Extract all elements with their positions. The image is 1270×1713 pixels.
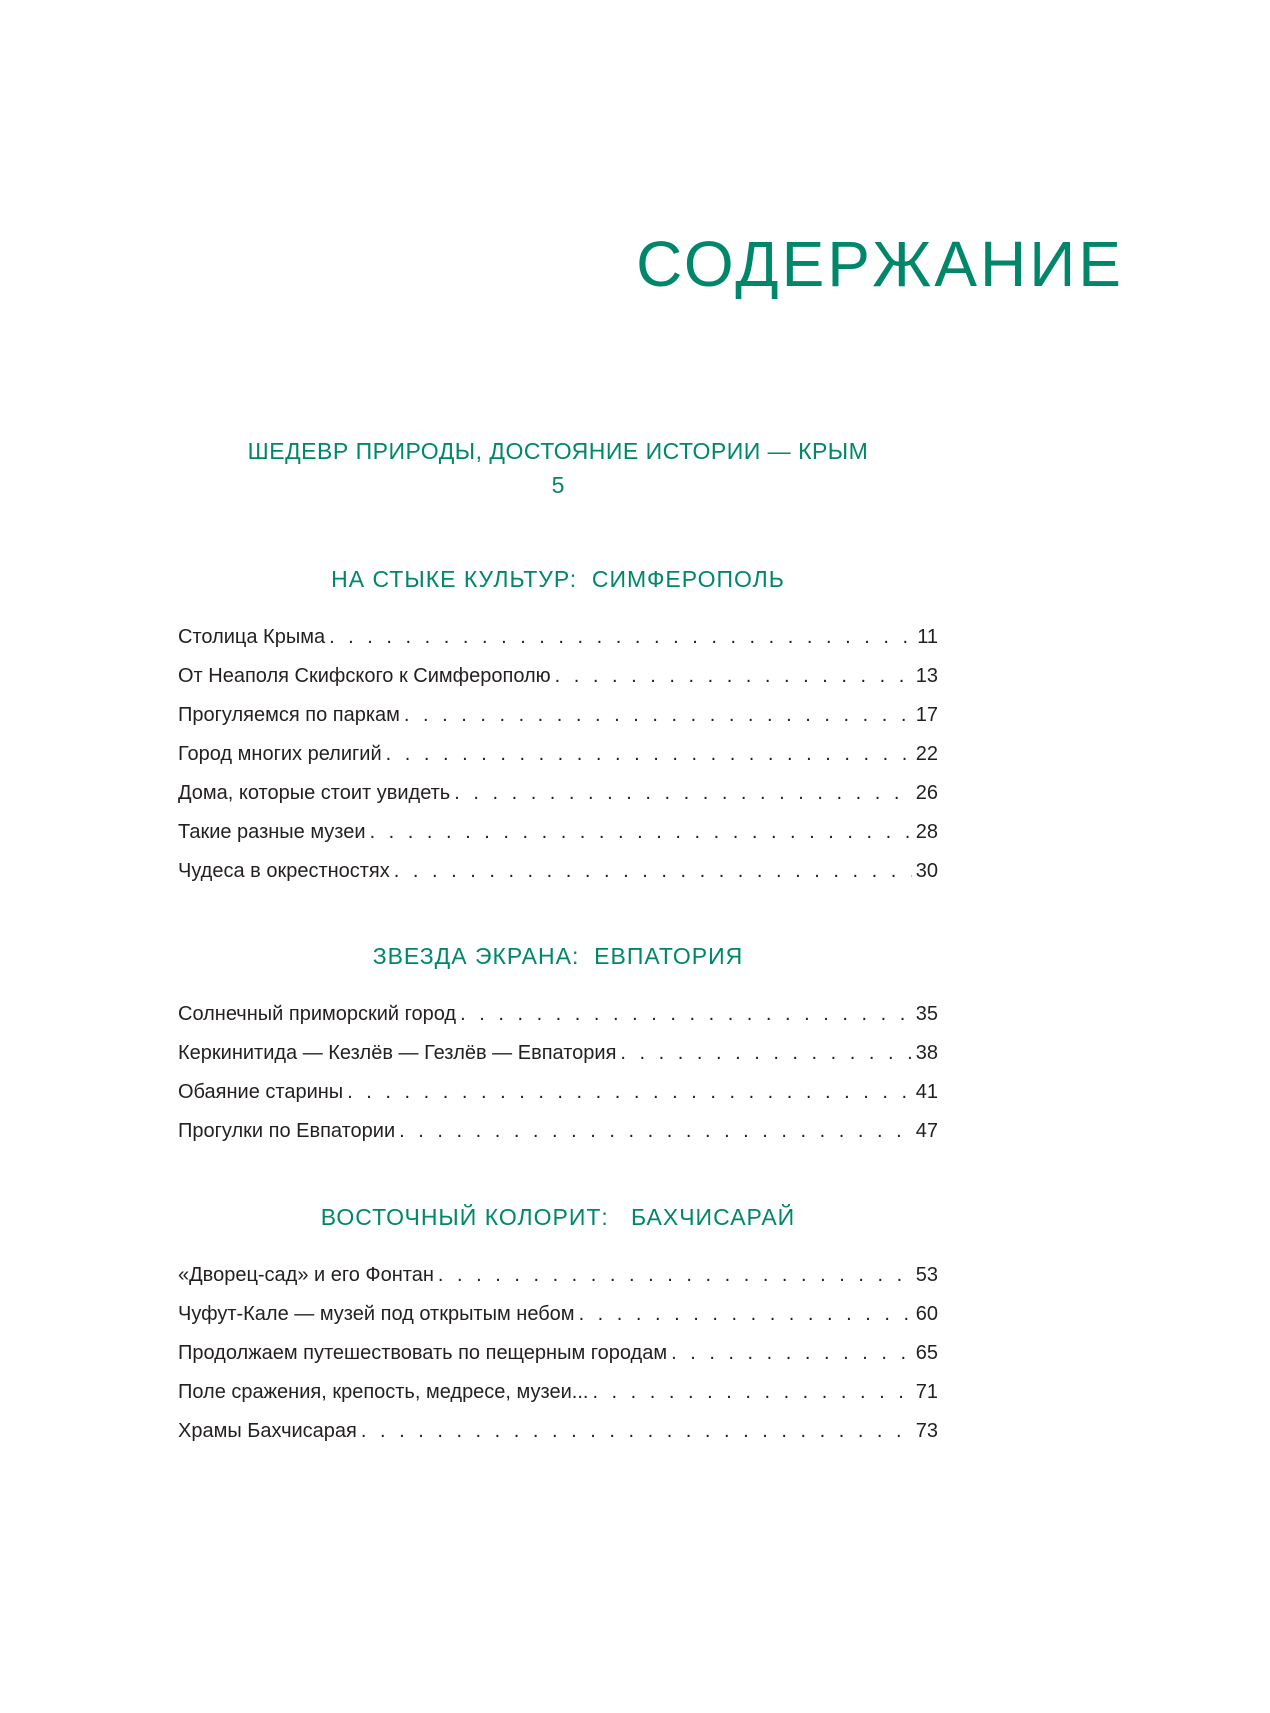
dot-leader	[399, 1112, 912, 1151]
toc-entry[interactable]	[178, 995, 938, 1034]
entry-title: Такие разные музеи	[178, 821, 366, 843]
entry-list	[178, 1256, 938, 1451]
section-title: НА СТЫКЕ КУЛЬТУР: СИМФЕРОПОЛЬ	[331, 566, 785, 592]
dot-leader	[460, 995, 912, 1034]
entry-page-number: 11	[917, 626, 938, 648]
dot-leader	[620, 1034, 911, 1073]
entry-title: Прогулки по Евпатории	[178, 1120, 396, 1142]
entry-page-number: 38	[915, 1042, 938, 1064]
toc-entry[interactable]	[178, 1373, 938, 1412]
dot-leader	[329, 618, 913, 657]
dot-leader	[555, 657, 912, 696]
intro-block	[178, 436, 938, 500]
entry-page-number: 71	[915, 1381, 938, 1403]
dot-leader	[579, 1295, 912, 1334]
toc-entry[interactable]	[178, 735, 938, 774]
entry-list	[178, 618, 938, 891]
entry-list	[178, 995, 938, 1151]
entry-page-number: 47	[915, 1120, 938, 1142]
entry-title: Прогуляемся по паркам	[178, 704, 400, 726]
entry-title: Храмы Бахчисарая	[178, 1420, 357, 1442]
toc-entry[interactable]	[178, 1412, 938, 1451]
entry-title: Поле сражения, крепость, медресе, музеи...	[178, 1381, 589, 1403]
toc-entry[interactable]	[178, 1334, 938, 1373]
entry-page-number: 26	[915, 782, 938, 804]
section-bakhchisaray	[178, 1202, 938, 1451]
entry-title: «Дворец-сад» и его Фонтан	[178, 1264, 434, 1286]
dot-leader	[361, 1412, 912, 1451]
entry-page-number: 22	[915, 743, 938, 765]
intro-page-number: 5	[551, 472, 565, 498]
entry-title: Солнечный приморский город	[178, 1003, 457, 1025]
dot-leader	[347, 1073, 912, 1112]
entry-page-number: 35	[915, 1003, 938, 1025]
entry-page-number: 13	[915, 665, 938, 687]
entry-page-number: 30	[915, 860, 938, 882]
entry-title: Чудеса в окрестностях	[178, 860, 390, 882]
toc-entry[interactable]	[178, 1073, 938, 1112]
page-title: СОДЕРЖАНИЕ	[636, 228, 1124, 300]
entry-title: Обаяние старины	[178, 1081, 344, 1103]
entry-page-number: 53	[915, 1264, 938, 1286]
toc-entry[interactable]	[178, 696, 938, 735]
entry-title: От Неаполя Скифского к Симферополю	[178, 665, 551, 687]
toc-entry[interactable]	[178, 813, 938, 852]
entry-title: Чуфут-Кале — музей под открытым небом	[178, 1303, 575, 1325]
dot-leader	[404, 696, 912, 735]
dot-leader	[394, 852, 912, 891]
toc-entry[interactable]	[178, 852, 938, 891]
dot-leader	[370, 813, 912, 852]
entry-title: Дома, которые стоит увидеть	[178, 782, 451, 804]
entry-page-number: 60	[915, 1303, 938, 1325]
entry-page-number: 28	[915, 821, 938, 843]
toc-entry[interactable]	[178, 657, 938, 696]
toc-entry[interactable]	[178, 1256, 938, 1295]
toc-entry[interactable]	[178, 1112, 938, 1151]
entry-title: Город многих религий	[178, 743, 382, 765]
toc-entry[interactable]	[178, 618, 938, 657]
entry-page-number: 65	[915, 1342, 938, 1364]
intro-title: ШЕДЕВР ПРИРОДЫ, ДОСТОЯНИЕ ИСТОРИИ — КРЫМ	[247, 438, 869, 464]
section-title: ЗВЕЗДА ЭКРАНА: ЕВПАТОРИЯ	[372, 943, 744, 969]
dot-leader	[438, 1256, 912, 1295]
dot-leader	[386, 735, 912, 774]
entry-page-number: 73	[915, 1420, 938, 1442]
dot-leader	[454, 774, 912, 813]
dot-leader	[671, 1334, 912, 1373]
dot-leader	[592, 1373, 911, 1412]
toc-entry[interactable]	[178, 1295, 938, 1334]
toc-entry[interactable]	[178, 774, 938, 813]
entry-title: Столица Крыма	[178, 626, 326, 648]
section-evpatoria	[178, 941, 938, 1151]
toc-entry[interactable]	[178, 1034, 938, 1073]
section-title: ВОСТОЧНЫЙ КОЛОРИТ: БАХЧИСАРАЙ	[320, 1204, 796, 1230]
entry-page-number: 17	[915, 704, 938, 726]
entry-title: Керкинитида — Кезлёв — Гезлёв — Евпатория	[178, 1042, 617, 1064]
section-simferopol	[178, 564, 938, 891]
entry-page-number: 41	[915, 1081, 938, 1103]
entry-title: Продолжаем путешествовать по пещерным городам	[178, 1342, 668, 1364]
